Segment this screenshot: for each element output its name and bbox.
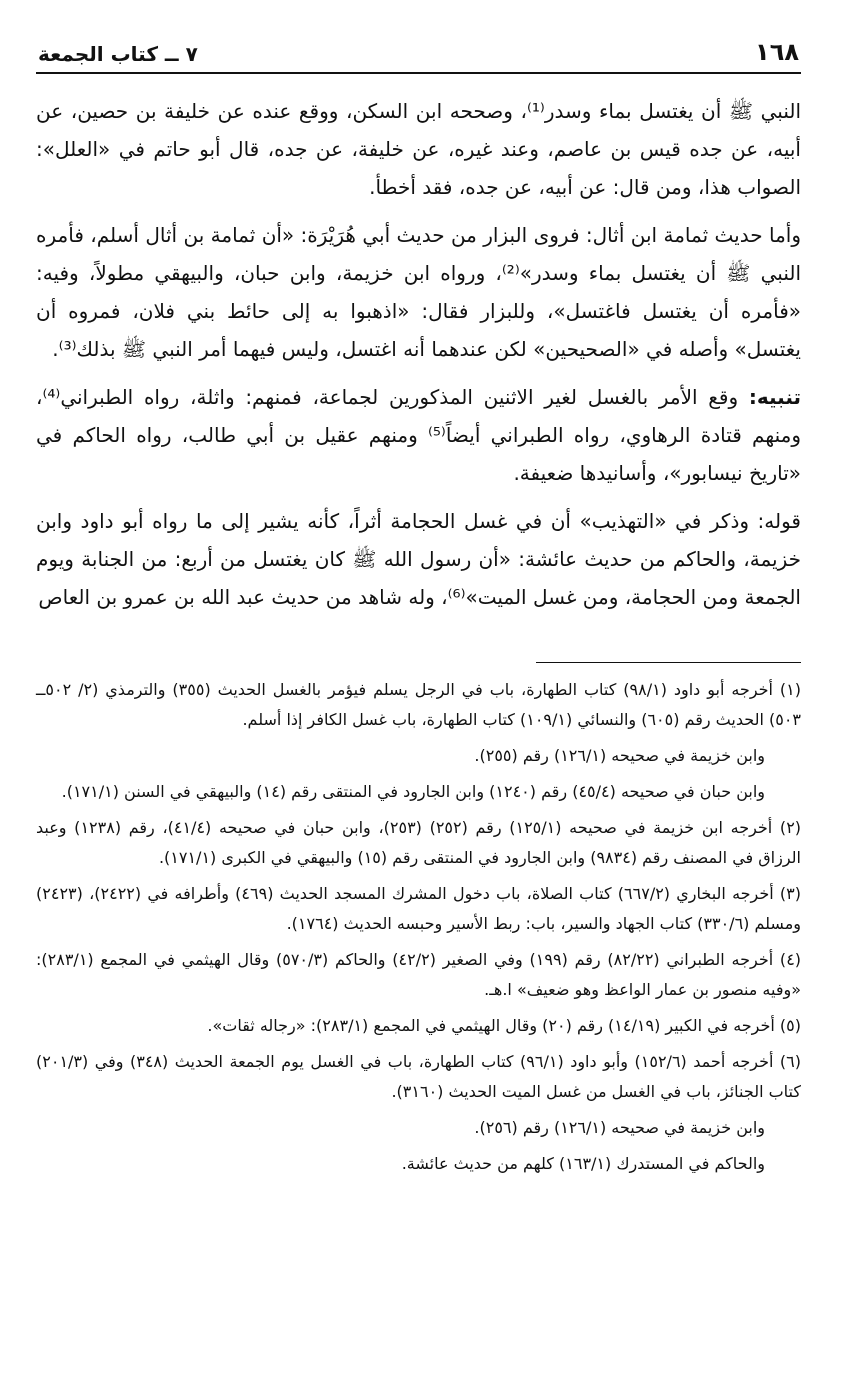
tanbih-paragraph bbox=[36, 378, 801, 492]
footnote-2: (٢) أخرجه ابن خزيمة في صحيحه (١٢٥/١) رقم (٢٥٢) (٢٥٣)، وابن حبان في صحيحه (٤١/٤)، رقم (١٢٣٨) وعبد الرزاق في المصنف رقم (٩٨٣٤) وابن الجارود في المنتقى رقم (١٥) والبيهقي في الكبرى (١٧١/١). bbox=[36, 818, 802, 867]
footnote-5: (٥) أخرجه في الكبير (١٤/١٩) رقم (٢٠) وقال الهيثمي في المجمع (٢٨٣/١): «رجاله ثقات». bbox=[207, 1016, 801, 1035]
paragraph-1: النبي ﷺ أن يغتسل بماء وسدر⁽¹⁾، وصححه ابن السكن، ووقع عنده عن خليفة بن حصين، عن أبيه، عن جده قيس بن عاصم، وعند غيره، عن خليفة، عن جده، قال أبو حاتم في «العلل»: الصواب هذا، ومن قال: عن أبيه، عن جده، فقد أخطأ. bbox=[36, 99, 801, 199]
footnote-6-cont-a: وابن خزيمة في صحيحه (١٢٦/١) رقم (٢٥٦). bbox=[474, 1118, 765, 1137]
footnote-separator bbox=[536, 662, 801, 663]
tanbih-label: تنبيه: bbox=[748, 385, 801, 409]
footnote-4: (٤) أخرجه الطبراني (٨٢/٢٢) رقم (١٩٩) وفي الصغير (٤٢/٢) والحاكم (٥٧٠/٣) وقال الهيثمي في المجمع (٢٨٣/١): «وفيه منصور بن عمار الواعظ وهو ضعيف» ا.هـ. bbox=[36, 950, 802, 999]
footnote-1-cont-b: وابن حبان في صحيحه (٤٥/٤) رقم (١٢٤٠) وابن الجارود في المنتقى رقم (١٤) والبيهقي في السنن (١٧١/١). bbox=[61, 782, 765, 801]
running-head: ٧ ــ كتاب الجمعة bbox=[38, 42, 198, 66]
footnote-6-cont-b: والحاكم في المستدرك (١٦٣/١) كلهم من حديث عائشة. bbox=[401, 1154, 765, 1173]
footnote-rule-wrap bbox=[36, 626, 801, 675]
footnote-3: (٣) أخرجه البخاري (٦٦٧/٢) كتاب الصلاة، باب دخول المشرك المسجد الحديث (٤٦٩) وأطرافه في (٢٤٢٢)، (٢٤٢٣) ومسلم (٣٣٠/٦) كتاب الجهاد والسير، باب: ربط الأسير وحبسه الحديث (١٧٦٤). bbox=[36, 884, 802, 933]
footnote-1: (١) أخرجه أبو داود (٩٨/١) كتاب الطهارة، باب في الرجل يسلم فيؤمر بالغسل الحديث (٣٥٥) والترمذي (٢/ ٥٠٢ــ ٥٠٣) الحديث رقم (٦٠٥) والنسائي (١٠٩/١) كتاب الطهارة، باب غسل الكافر إذا أسلم. bbox=[36, 680, 802, 729]
main-text bbox=[36, 92, 801, 616]
paragraph-4: قوله: وذكر في «التهذيب» أن في غسل الحجامة أثراً، كأنه يشير إلى ما رواه أبو داود وابن خزيمة، والحاكم من حديث عائشة: «أن رسول الله ﷺ كان يغتسل من أربع: من الجنابة ويوم الجمعة ومن الحجامة، ومن غسل الميت»⁽⁶⁾، وله شاهد من حديث عبد الله بن عمرو بن العاص bbox=[36, 509, 801, 609]
footnote-6: (٦) أخرجه أحمد (١٥٢/٦) وأبو داود (٩٦/١) كتاب الطهارة، باب في الغسل يوم الجمعة الحديث (٣٤٨) وفي (٢٠١/٣) كتاب الجنائز، باب في الغسل من غسل الميت الحديث (٣١٦٠). bbox=[36, 1052, 801, 1101]
page-header bbox=[36, 36, 801, 74]
footnotes bbox=[36, 675, 801, 1179]
tanbih-text: وقع الأمر بالغسل لغير الاثنين المذكورين لجماعة، فمنهم: واثلة، رواه الطبراني⁽⁴⁾، ومنهم قتادة الرهاوي، رواه الطبراني أيضاً⁽⁵⁾ ومنهم عقيل بن أبي طالب، رواه الحاكم في «تاريخ نيسابور»، وأسانيدها ضعيفة. bbox=[36, 385, 801, 485]
paragraph-2: وأما حديث ثمامة ابن أثال: فروى البزار من حديث أبي هُرَيْرَة: «أن ثمامة بن أثال أسلم، فأمره النبي ﷺ أن يغتسل بماء وسدر»⁽²⁾، ورواه ابن خزيمة، وابن حبان، والبيهقي مطولاً، وفيه: «فأمره أن يغتسل فاغتسل»، وللبزار فقال: «اذهبوا به إلى حائط بني فلان، فمروه أن يغتسل» وأصله في «الصحيحين» لكن عندهما أنه اغتسل، وليس فيهما أمر النبي ﷺ بذلك⁽³⁾. bbox=[36, 223, 802, 361]
footnote-1-cont-a: وابن خزيمة في صحيحه (١٢٦/١) رقم (٢٥٥). bbox=[474, 746, 765, 765]
page-number: ١٦٨ bbox=[755, 38, 799, 66]
